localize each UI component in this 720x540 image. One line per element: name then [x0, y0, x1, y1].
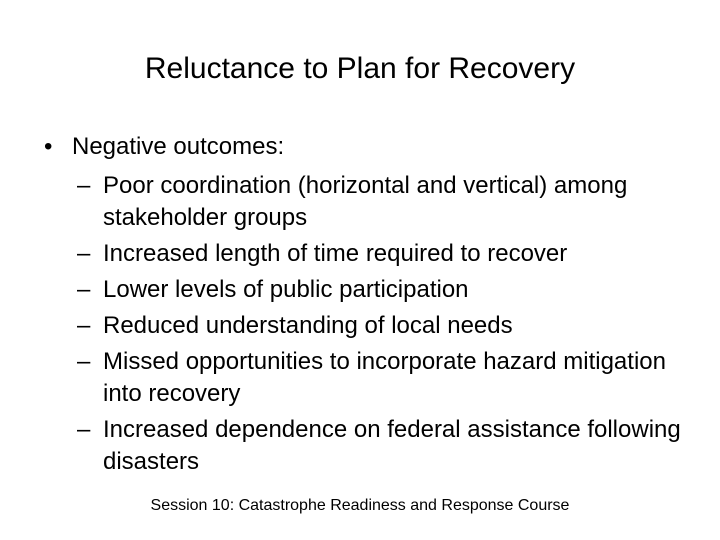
- sub-bullet-text: Lower levels of public participation: [103, 276, 469, 303]
- sub-bullet-text: Increased length of time required to recover: [103, 240, 568, 267]
- sub-bullet-item: [77, 414, 707, 478]
- sub-bullet-text: Increased dependence on federal assistance following disasters: [103, 416, 681, 475]
- bullet-marker: •: [44, 133, 53, 160]
- main-bullet: [44, 129, 284, 165]
- sub-bullet-text: Poor coordination (horizontal and vertical) among stakeholder groups: [103, 172, 628, 231]
- slide-title: Reluctance to Plan for Recovery: [144, 52, 576, 85]
- sub-bullet-item: [77, 310, 707, 342]
- dash-marker: –: [77, 348, 91, 375]
- sub-bullet-item: [77, 274, 707, 306]
- dash-marker: –: [77, 240, 91, 267]
- bullet-text: Negative outcomes:: [72, 133, 285, 160]
- sub-bullet-item: [77, 238, 707, 270]
- dash-marker: –: [77, 276, 91, 303]
- sub-bullet-list: [77, 170, 707, 482]
- dash-marker: –: [77, 312, 91, 339]
- dash-marker: –: [77, 172, 91, 199]
- sub-bullet-item: [77, 170, 707, 234]
- sub-bullet-text: Reduced understanding of local needs: [103, 312, 513, 339]
- dash-marker: –: [77, 416, 91, 443]
- slide-footer: Session 10: Catastrophe Readiness and Response Course: [150, 497, 570, 514]
- sub-bullet-text: Missed opportunities to incorporate hazard mitigation into recovery: [103, 348, 666, 407]
- sub-bullet-item: [77, 346, 707, 410]
